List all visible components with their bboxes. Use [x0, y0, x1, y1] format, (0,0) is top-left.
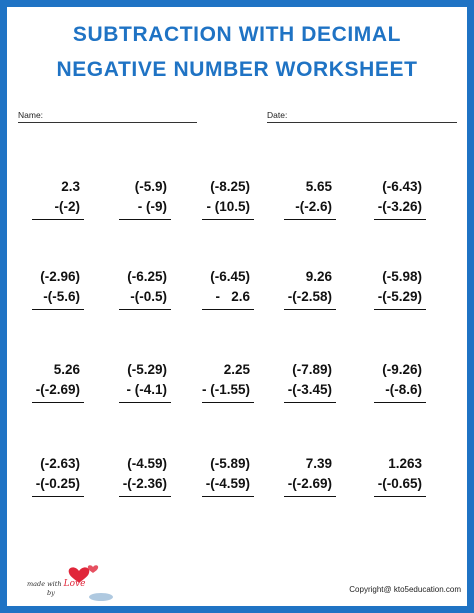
- subtraction-problem: [362, 457, 432, 527]
- answer-line: [374, 309, 426, 310]
- minuend: (-2.96): [40, 269, 80, 284]
- answer-line: [119, 496, 171, 497]
- subtrahend: -(-2.58): [287, 289, 332, 304]
- subtrahend: -(-2.36): [122, 476, 167, 491]
- worksheet-title-line2: NEGATIVE NUMBER WORKSHEET: [56, 58, 418, 81]
- subtraction-problem: [190, 180, 260, 250]
- copyright-text: Copyright@ kto5education.com: [349, 585, 461, 594]
- minuend: (-6.45): [210, 269, 250, 284]
- subtraction-problem: [362, 180, 432, 250]
- name-label: Name:: [18, 110, 44, 120]
- subtraction-problem: [107, 457, 177, 527]
- logo-text: made with Love by: [27, 579, 86, 597]
- answer-line: [202, 219, 254, 220]
- subtraction-problem: [107, 270, 177, 340]
- minuend: 5.26: [53, 362, 80, 377]
- subtraction-problem: [272, 363, 342, 433]
- answer-line: [284, 309, 336, 310]
- answer-line: [284, 496, 336, 497]
- answer-line: [119, 219, 171, 220]
- subtraction-problem: [190, 363, 260, 433]
- minuend: (-2.63): [40, 456, 80, 471]
- subtraction-problem: [272, 270, 342, 340]
- minuend: (-8.25): [210, 179, 250, 194]
- answer-line: [32, 219, 84, 220]
- answer-line: [284, 219, 336, 220]
- minuend: (-4.59): [127, 456, 167, 471]
- subtrahend: -(-8.6): [385, 382, 422, 397]
- subtrahend: -(-2): [54, 199, 80, 214]
- answer-line: [374, 496, 426, 497]
- subtrahend: -(-0.5): [130, 289, 167, 304]
- subtrahend: -(-3.26): [377, 199, 422, 214]
- date-label: Date:: [267, 110, 288, 120]
- subtrahend: - (10.5): [206, 199, 250, 214]
- subtrahend: -(-2.69): [35, 382, 80, 397]
- minuend: 1.263: [388, 456, 422, 471]
- minuend: 2.25: [223, 362, 250, 377]
- subtrahend: -(-4.59): [205, 476, 250, 491]
- answer-line: [374, 219, 426, 220]
- subtrahend: - (-4.1): [126, 382, 167, 397]
- worksheet-title-line1: SUBTRACTION WITH DECIMAL: [72, 23, 402, 46]
- subtrahend: - (-1.55): [201, 382, 250, 397]
- subtrahend: -(-0.25): [35, 476, 80, 491]
- answer-line: [284, 402, 336, 403]
- subtraction-problem: [107, 363, 177, 433]
- minuend: (-7.89): [292, 362, 332, 377]
- subtraction-problem: [272, 180, 342, 250]
- answer-line: [202, 402, 254, 403]
- subtraction-problem: [272, 457, 342, 527]
- subtrahend: -(-0.65): [377, 476, 422, 491]
- answer-line: [202, 496, 254, 497]
- answer-line: [32, 309, 84, 310]
- minuend: (-6.43): [382, 179, 422, 194]
- answer-line: [32, 496, 84, 497]
- minuend: (-5.98): [382, 269, 422, 284]
- worksheet-page: [7, 7, 467, 606]
- subtraction-problem: [190, 457, 260, 527]
- minuend: 9.26: [305, 269, 332, 284]
- minuend: (-6.25): [127, 269, 167, 284]
- subtraction-problem: [362, 363, 432, 433]
- subtrahend: - 2.6: [215, 289, 250, 304]
- answer-line: [119, 309, 171, 310]
- minuend: 2.3: [61, 179, 80, 194]
- name-line: [18, 122, 197, 123]
- subtrahend: -(-5.29): [377, 289, 422, 304]
- answer-line: [374, 402, 426, 403]
- answer-line: [32, 402, 84, 403]
- subtraction-problem: [362, 270, 432, 340]
- subtrahend: -(-2.69): [287, 476, 332, 491]
- minuend: (-5.89): [210, 456, 250, 471]
- subtraction-problem: [20, 180, 90, 250]
- minuend: (-5.29): [127, 362, 167, 377]
- subtraction-problem: [20, 457, 90, 527]
- subtraction-problem: [190, 270, 260, 340]
- answer-line: [119, 402, 171, 403]
- subtrahend: -(-2.6): [295, 199, 332, 214]
- subtrahend: - (-9): [137, 199, 167, 214]
- minuend: (-5.9): [134, 179, 167, 194]
- subtrahend: -(-3.45): [287, 382, 332, 397]
- subtraction-problem: [107, 180, 177, 250]
- made-with-love-logo: [19, 555, 129, 605]
- subtrahend: -(-5.6): [43, 289, 80, 304]
- subtraction-problem: [20, 270, 90, 340]
- date-line: [267, 122, 457, 123]
- answer-line: [202, 309, 254, 310]
- subtraction-problem: [20, 363, 90, 433]
- minuend: 7.39: [305, 456, 332, 471]
- minuend: (-9.26): [382, 362, 422, 377]
- minuend: 5.65: [305, 179, 332, 194]
